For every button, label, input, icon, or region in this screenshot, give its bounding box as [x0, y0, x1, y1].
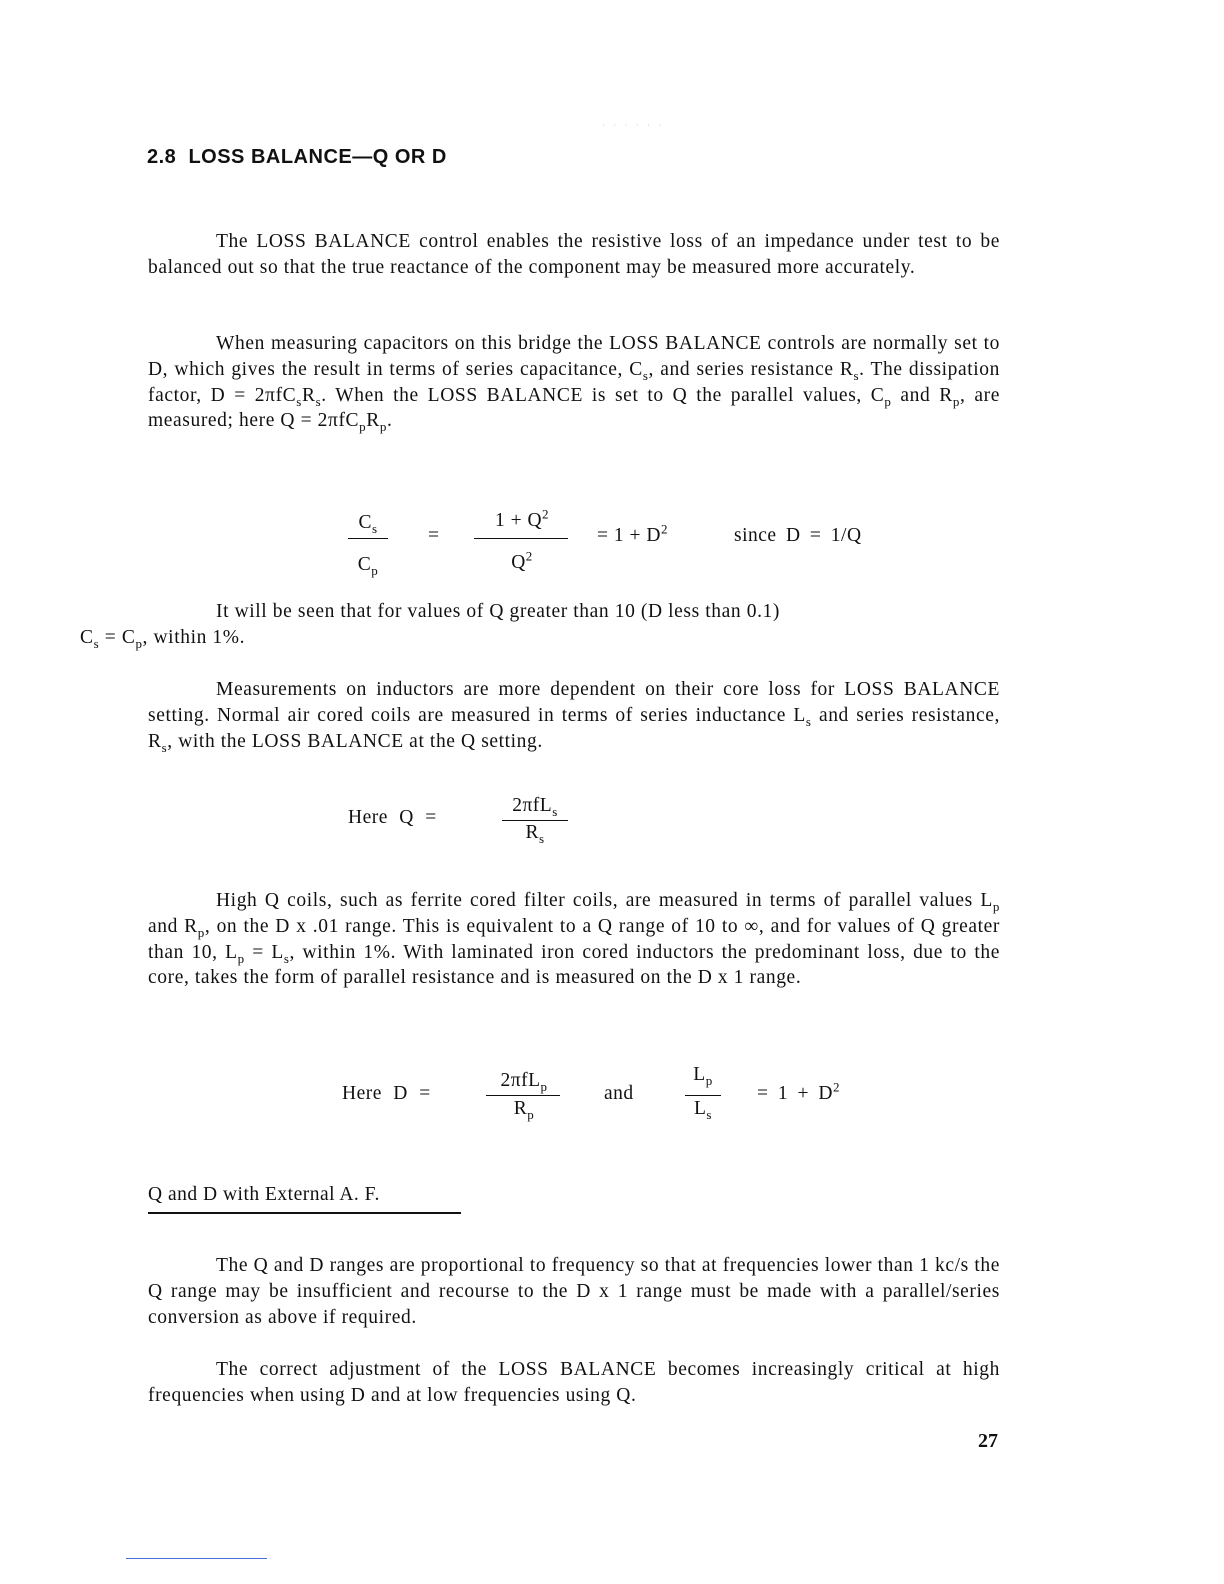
- paragraph-within-one-percent: It will be seen that for values of Q greater than 10 (D less than 0.1) $C_s = C_p$, within 1%.: [80, 601, 781, 651]
- eq3-ratio-fraction-bar: [685, 1095, 721, 1096]
- section-number: 2.8: [147, 146, 177, 168]
- paragraph-high-q-coils: High Q coils, such as ferrite cored filter coils, are measured in terms of parallel values $L_p$ and $R_p$, on the D x .01 range. This is equivalent to a Q range of 10 to ∞, and for values of Q greater than 10, $L_p = L_s$, within 1%. With laminated iron cored inductors the predominant loss, due to the core, takes the form of parallel resistance and is measured on the D x 1 range.: [148, 890, 1001, 989]
- paragraph-adjustment-critical: The correct adjustment of the LOSS BALANCE becomes increasingly critical at high frequencies when using D and at low frequencies using Q.: [148, 1359, 1000, 1406]
- eq1-mid-numerator: $1 + Q^2$: [494, 506, 550, 531]
- eq1-lhs-numerator: $C_s$: [358, 512, 378, 536]
- scan-specks: · · · · · ·: [602, 120, 665, 130]
- eq1-condition: since D = 1/Q: [734, 525, 862, 546]
- eq3-ratio-denominator: $L_s$: [694, 1098, 712, 1122]
- eq1-mid-denominator: $Q^2$: [511, 548, 533, 573]
- eq3-ratio-numerator: $L_p$: [693, 1064, 713, 1088]
- eq3-label: Here D =: [342, 1083, 431, 1104]
- subheading-underline: [148, 1212, 461, 1214]
- eq1-equals: =: [428, 525, 440, 546]
- eq2-numerator: 2πfL$_s$: [512, 795, 558, 819]
- paragraph-loss-balance-intro: The LOSS BALANCE control enables the resistive loss of an impedance under test to be balanced out so that the true reactance of the component may be measured more accurately.: [148, 231, 1000, 278]
- paragraph-capacitors: When measuring capacitors on this bridge the LOSS BALANCE controls are normally set to D, which gives the result in terms of series capacitance, $C_s$, and series resistance $R_s$. The dissipation factor, $D = 2\pi fC_sR_s$. When the LOSS BALANCE is set to Q the parallel values, $C_p$ and $R_p$, are measured; here $Q = 2\pi fC_pR_p$.: [148, 333, 1000, 435]
- paragraph-inductors: Measurements on inductors are more dependent on their core loss for LOSS BALANCE setting. Normal air cored coils are measured in terms of series inductance $L_s$ and series resistance, $R_s$, with the LOSS BALANCE at the Q setting.: [148, 679, 1000, 755]
- eq3-denominator: $R_p$: [513, 1098, 535, 1122]
- page-number: 27: [978, 1430, 998, 1452]
- eq2-denominator: $R_s$: [525, 822, 545, 846]
- paragraph-frequency-proportional: The Q and D ranges are proportional to frequency so that at frequencies lower than 1 kc/s the Q range may be insufficient and recourse to the D x 1 range must be made with a parallel/series conversion as above if required.: [148, 1255, 1000, 1328]
- eq3-numerator: 2πfL$_p$: [500, 1070, 548, 1094]
- eq2-label: Here Q =: [348, 807, 437, 828]
- eq1-rhs: = $1 + D^2$: [597, 521, 668, 546]
- eq3-rhs: = $1 + D^2$: [757, 1079, 840, 1104]
- eq3-and: and: [604, 1083, 634, 1104]
- subheading-external-af: Q and D with External A. F.: [148, 1184, 380, 1205]
- footer-rule: [126, 1558, 267, 1559]
- section-title: LOSS BALANCE—Q OR D: [188, 146, 447, 168]
- eq1-lhs-denominator: $C_p$: [357, 554, 379, 578]
- eq3-fraction-bar: [486, 1095, 560, 1096]
